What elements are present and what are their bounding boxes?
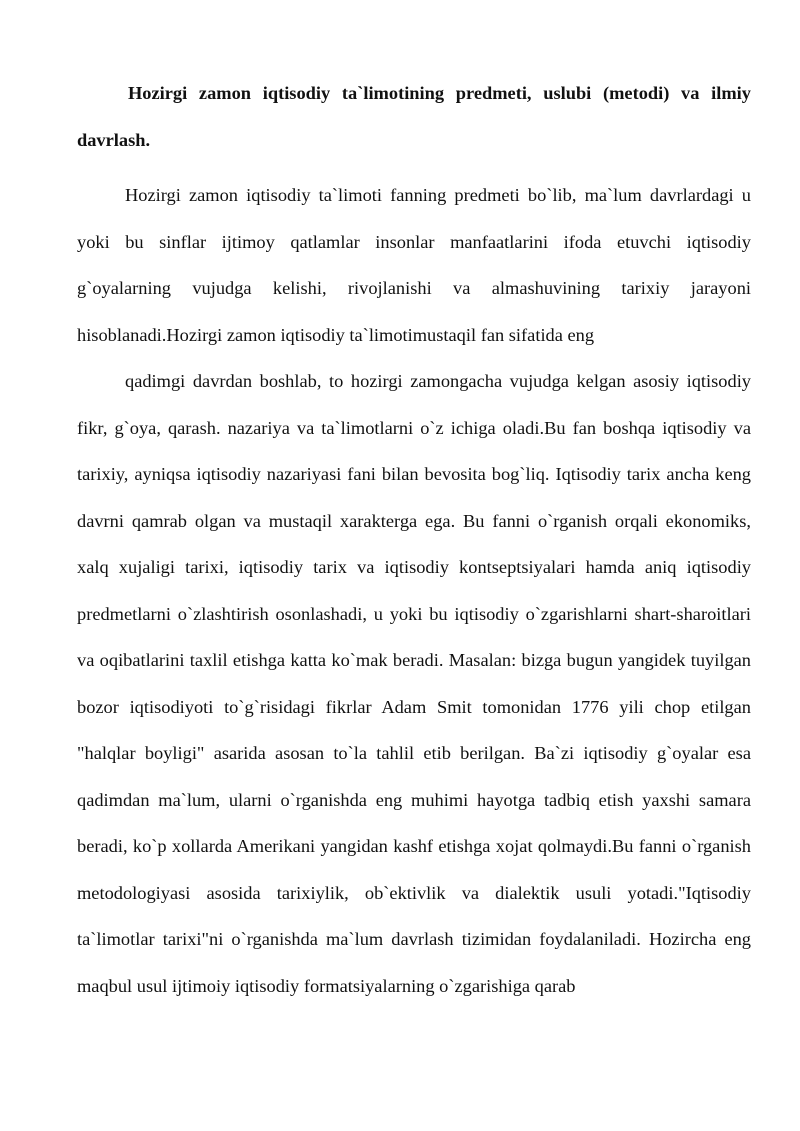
paragraph-2: qadimgi davrdan boshlab, to hozirgi zamongacha vujudga kelgan asosiy iqtisodiy fikr, g`oya, qarash. nazariya va ta`limotlarni o`z ichiga oladi.Bu fan boshqa iqtisodiy va tarixiy, ayniqsa iqtisodiy nazariyasi fani bilan bevosita bog`liq. Iqtisodiy tarix ancha keng davrni qamrab olgan va mustaqil xarakterga ega. Bu fanni o`rganish orqali ekonomiks, xalq xujaligi tarixi, iqtisodiy tarix va iqtisodiy kontseptsiyalari hamda aniq iqtisodiy predmetlarni o`zlashtirish osonlashadi, u yoki bu iqtisodiy o`zgarishlarni shart-sharoitlari va oqibatlarini taxlil etishga katta ko`mak beradi. Masalan: bizga bugun yangidek tuyilgan bozor iqtisodiyoti to`g`risidagi fikrlar Adam Smit tomonidan 1776 yili chop etilgan "halqlar boyligi" asarida asosan to`la tahlil etib berilgan. Ba`zi iqtisodiy g`oyalar esa qadimdan ma`lum, ularni o`rganishda eng muhimi hayotga tadbiq etish yaxshi samara beradi, ko`p xollarda Amerikani yangidan kashf etishga xojat qolmaydi.Bu fanni o`rganish metodologiyasi asosida tarixiylik, ob`ektivlik va dialektik usuli yotadi."Iqtisodiy ta`limotlar tarixi"ni o`rganishda ma`lum davrlash tizimidan foydalaniladi. Hozircha eng maqbul usul ijtimoiy iqtisodiy formatsiyalarning o`zgarishiga qarab: [77, 371, 751, 996]
paragraph-1: Hozirgi zamon iqtisodiy ta`limoti fanning predmeti bo`lib, ma`lum davrlardagi u yoki bu sinflar ijtimoy qatlamlar insonlar manfaatlarini ifoda etuvchi iqtisodiy g`oyalarning vujudga kelishi, rivojlanishi va almashuvining tarixiy jarayoni hisoblanadi.Hozirgi zamon iqtisodiy ta`limotimustaqil fan sifatida eng: [77, 185, 751, 345]
document-title: Hozirgi zamon iqtisodiy ta`limotining predmeti, uslubi (metodi) va ilmiy davrlash.: [77, 83, 751, 150]
